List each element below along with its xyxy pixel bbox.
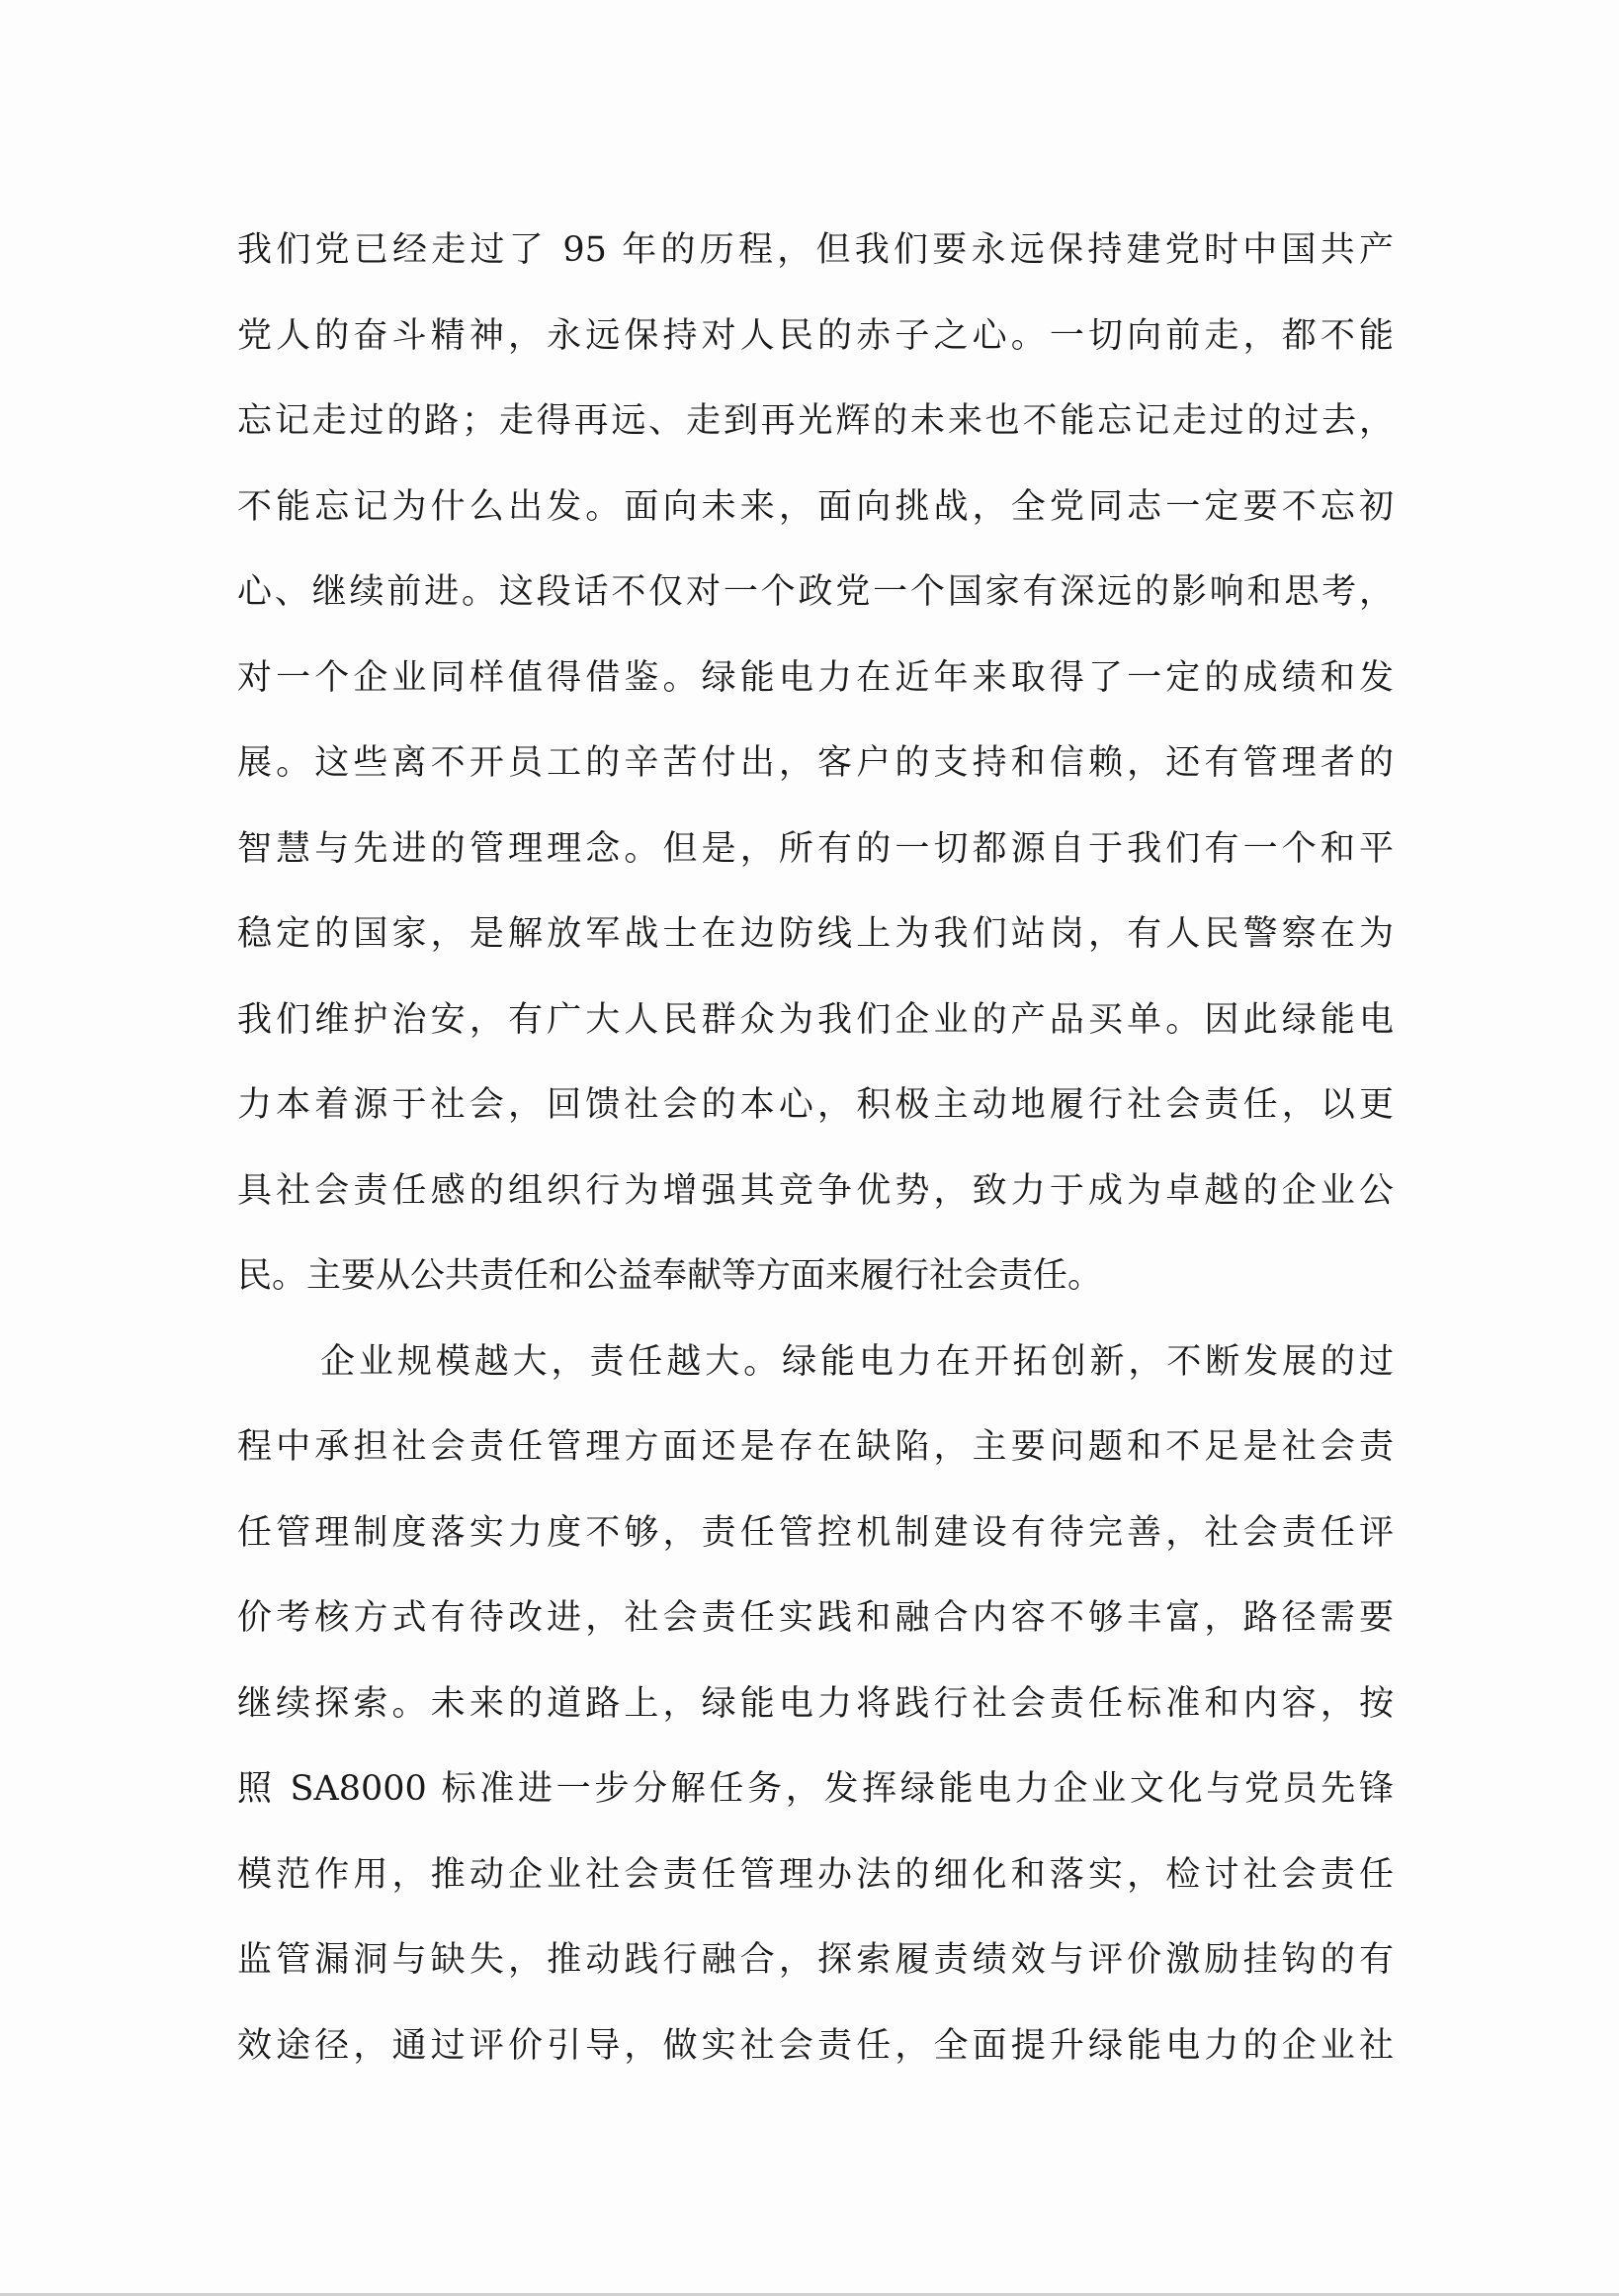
- text-line: 心、继续前进。这段话不仅对一个政党一个国家有深远的影响和思考，: [237, 572, 1394, 612]
- text-line: 稳定的国家，是解放军战士在边防线上为我们站岗，有人民警察在为: [237, 914, 1394, 954]
- text-line: 我们党已经走过了 95 年的历程，但我们要永远保持建党时中国共产: [237, 230, 1394, 270]
- text-line: 照 SA8000 标准进一步分解任务，发挥绿能电力企业文化与党员先锋: [237, 1769, 1394, 1809]
- text-line: 对一个企业同样值得借鉴。绿能电力在近年来取得了一定的成绩和发: [237, 657, 1394, 698]
- text-line: 具社会责任感的组织行为增强其竞争优势，致力于成为卓越的企业公: [237, 1170, 1394, 1211]
- text-line: 党人的奋斗精神，永远保持对人民的赤子之心。一切向前走，都不能: [237, 315, 1394, 356]
- text-line: 不能忘记为什么出发。面向未来，面向挑战，全党同志一定要不忘初: [237, 486, 1394, 527]
- text-line: 价考核方式有待改进，社会责任实践和融合内容不够丰富，路径需要: [237, 1598, 1394, 1638]
- text-line: 监管漏洞与缺失，推动践行融合，探索履责绩效与评价激励挂钩的有: [237, 1940, 1394, 1980]
- text-line: 忘记走过的路；走得再远、走到再光辉的未来也不能忘记走过的过去，: [237, 401, 1394, 441]
- text-line: 任管理制度落实力度不够，责任管控机制建设有待完善，社会责任评: [237, 1512, 1394, 1553]
- body-text: [237, 208, 1394, 2088]
- text-line: 智慧与先进的管理理念。但是，所有的一切都源自于我们有一个和平: [237, 828, 1394, 869]
- text-line: 继续探索。未来的道路上，绿能电力将践行社会责任标准和内容，按: [237, 1683, 1394, 1724]
- text-line: 我们维护治安，有广大人民群众为我们企业的产品买单。因此绿能电: [237, 999, 1394, 1040]
- text-line: 力本着源于社会，回馈社会的本心，积极主动地履行社会责任，以更: [237, 1085, 1394, 1125]
- text-line: 民。主要从公共责任和公益奉献等方面来履行社会责任。: [237, 1256, 1103, 1296]
- text-line: 模范作用，推动企业社会责任管理办法的细化和落实，检讨社会责任: [237, 1854, 1394, 1895]
- text-line: 效途径，通过评价引导，做实社会责任，全面提升绿能电力的企业社: [237, 2025, 1394, 2066]
- text-line: 展。这些离不开员工的辛苦付出，客户的支持和信赖，还有管理者的: [237, 743, 1394, 783]
- text-line: 程中承担社会责任管理方面还是存在缺陷，主要问题和不足是社会责: [237, 1427, 1394, 1467]
- text-line: 企业规模越大，责任越大。绿能电力在开拓创新，不断发展的过: [320, 1341, 1394, 1382]
